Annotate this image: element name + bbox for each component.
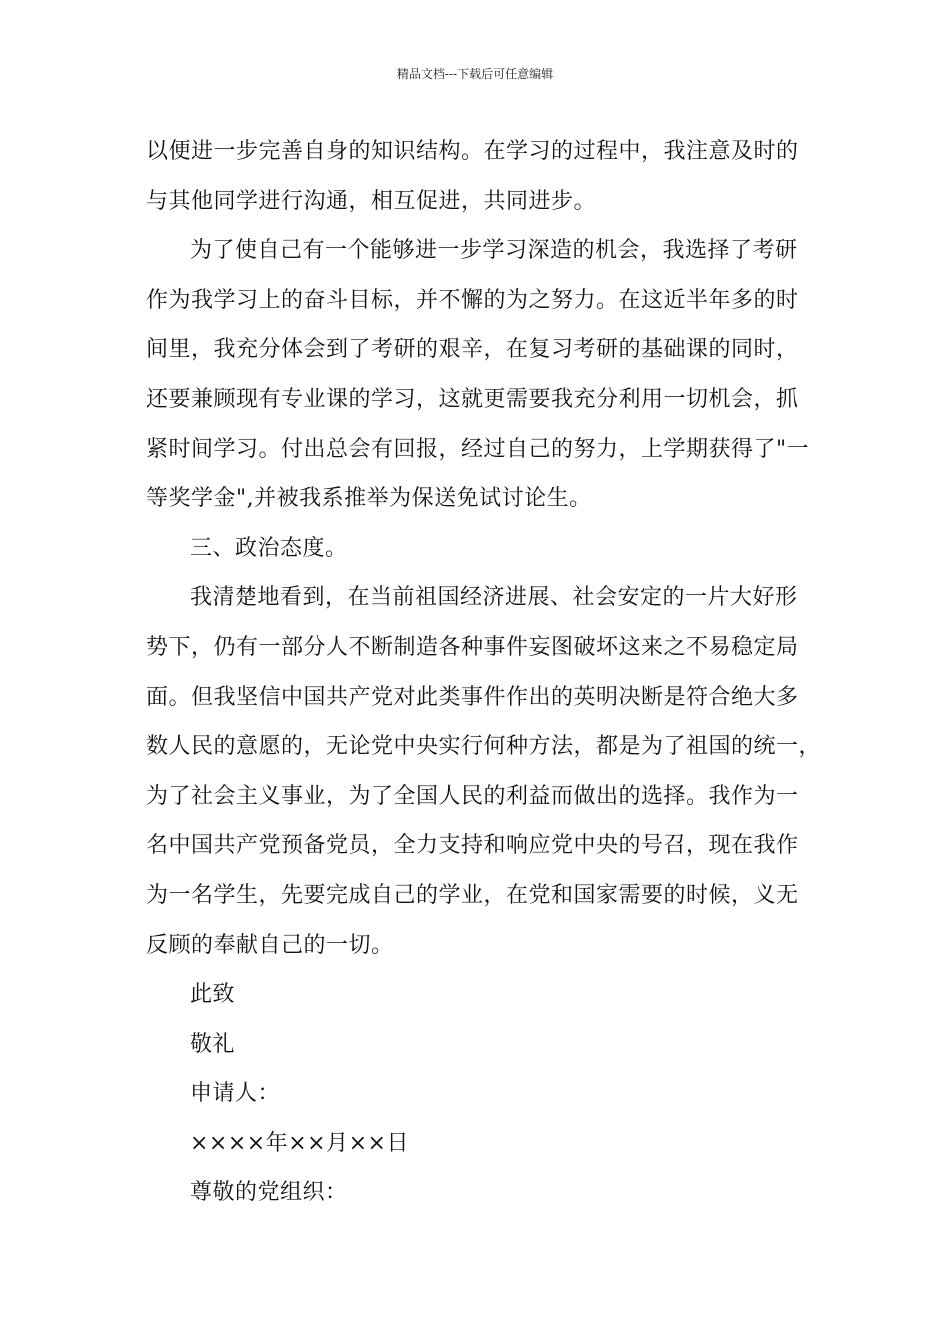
text-line: 紧时间学习。付出总会有回报，经过自己的努力，上学期获得了"一 <box>146 436 810 462</box>
text-line: 名中国共产党预备党员，全力支持和响应党中央的号召，现在我作 <box>146 833 799 859</box>
text-line: 面。但我坚信中国共产党对此类事件作出的英明决断是符合绝大多 <box>146 684 799 710</box>
text-line: 为一名学生，先要完成自己的学业，在党和国家需要的时候，义无 <box>146 882 799 908</box>
text-line: 为了社会主义事业，为了全国人民的利益而做出的选择。我作为一 <box>146 783 799 809</box>
text-line: 等奖学金",并被我系推举为保送免试讨论生。 <box>146 486 592 512</box>
text-line: 势下，仍有一部分人不断制造各种事件妄图破坏这来之不易稳定局 <box>146 634 799 660</box>
document-body <box>146 127 822 1218</box>
section-heading: 三、政治态度。 <box>190 535 348 561</box>
text-line: 还要兼顾现有专业课的学习，这就更需要我充分利用一切机会，抓 <box>146 386 799 412</box>
closing-salutation: 此致 <box>190 982 236 1008</box>
text-line: 数人民的意愿的，无论党中央实行何种方法，都是为了祖国的统一， <box>146 734 822 760</box>
text-line: 作为我学习上的奋斗目标，并不懈的为之努力。在这近半年多的时 <box>146 287 799 313</box>
date-line: ××××年××月××日 <box>190 1130 409 1156</box>
text-line: 反顾的奉献自己的一切。 <box>146 932 394 958</box>
applicant-label: 申请人： <box>190 1081 281 1107</box>
paragraph-start-line: 为了使自己有一个能够进一步学习深造的机会，我选择了考研 <box>190 238 798 264</box>
text-line: 与其他同学进行沟通，相互促进，共同进步。 <box>146 188 597 214</box>
paragraph-start-line: 我清楚地看到，在当前祖国经济进展、社会安定的一片大好形 <box>190 585 798 611</box>
text-line: 间里，我充分体会到了考研的艰辛，在复习考研的基础课的同时， <box>146 337 799 363</box>
page-header: 精品文档---下载后可任意编辑 <box>396 67 554 81</box>
greeting-line: 尊敬的党组织： <box>190 1180 348 1206</box>
text-line: 以便进一步完善自身的知识结构。在学习的过程中，我注意及时的 <box>146 139 799 164</box>
closing-regards: 敬礼 <box>190 1031 236 1057</box>
